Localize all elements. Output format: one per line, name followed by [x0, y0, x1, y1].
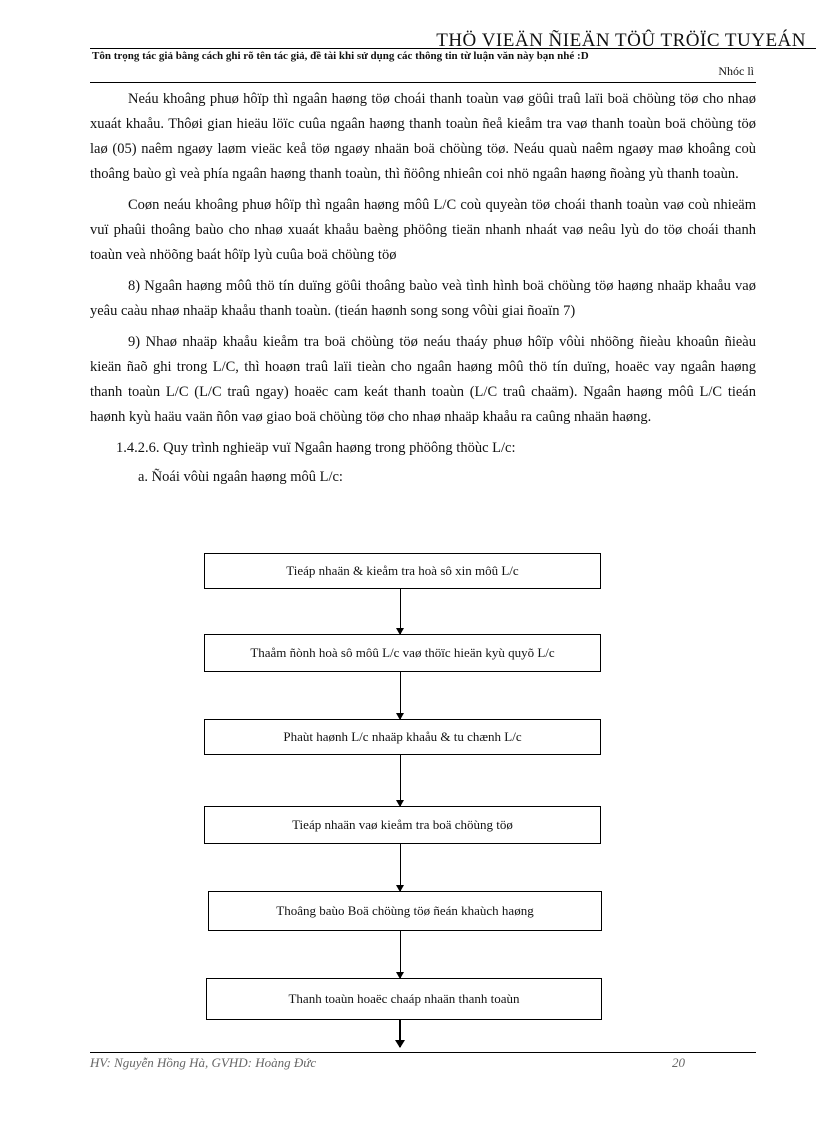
section-heading: 1.4.2.6. Quy trình nghieäp vuï Ngaân haøng trong phöông thöùc L/c:: [116, 440, 516, 456]
flow-step-4: Tieáp nhaän vaø kieåm tra boä chöùng töø: [204, 806, 601, 844]
footer-author: HV: Nguyễn Hồng Hà, GVHD: Hoàng Đức: [90, 1055, 317, 1070]
page-number: 20: [672, 1055, 685, 1070]
flow-arrow: [399, 1019, 401, 1047]
paragraph: 8) Ngaân haøng môû thö tín duïng göûi thoâng baùo veà tình hình boä chöùng töø haøng nhaäp khaåu vaø yeâu caàu nhaø nhaäp khaåu thanh toaùn. (tieán haønh song song vôùi giai ñoaïn 7): [90, 278, 756, 319]
flow-arrow: [400, 754, 401, 806]
paragraph: 9) Nhaø nhaäp khaåu kieåm tra boä chöùng töø neáu thaáy phuø hôïp vôùi nhöõng ñieàu khoaûn ñieàu kieän ñaõ ghi trong L/C, thì hoaøn traû laïi tieàn cho ngaân haøng môû thö tín duïng, hoaëc vay ngaân haøng thanh toaùn L/C (L/C traû ngay) hoaëc cam keát thanh toaùn (L/C traû chaäm). Ngaân haøng môû L/C tieán haønh kyù haäu vaän ñôn vaø giao boä chöùng töø cho nhaø nhaäp khaåu ra caûng nhaän haøng.: [90, 334, 756, 425]
flow-step-6: Thanh toaùn hoaëc chaáp nhaän thanh toaùn: [206, 978, 602, 1020]
library-title: THÖ VIEÄN ÑIEÄN TÖÛ TRÖÏC TUYEÁN: [436, 30, 806, 51]
header-divider-2: [90, 82, 756, 83]
copyright-note: Tôn trọng tác giả bằng cách ghi rõ tên tác giả, đề tài khi sử dụng các thông tin từ luận văn này bạn nhé :D: [92, 50, 589, 62]
flow-arrow: [400, 930, 401, 978]
subsection-heading: a. Ñoái vôùi ngaân haøng môû L/c:: [138, 469, 343, 485]
uploader-name: Nhóc lì: [718, 64, 754, 78]
flow-step-2: Thaåm ñònh hoà sô môû L/c vaø thöïc hieän kyù quyõ L/c: [204, 634, 601, 672]
paragraph: Coøn neáu khoâng phuø hôïp thì ngaân haøng môû L/C coù quyeàn töø choái thanh toaùn vaø coù nhieäm vuï phaûi thoâng baùo cho nhaø xuaát khaåu baèng phöông tieän nhanh nhaát vaø neâu lyù do töø choái thanh toaùn veà nhöõng baát hôïp lyù cuûa boä chöùng töø: [90, 197, 756, 263]
flow-arrow: [400, 588, 401, 634]
header-divider: [90, 48, 816, 49]
footer-divider: [90, 1052, 756, 1053]
flow-arrow: [400, 671, 401, 719]
flow-step-5: Thoâng baùo Boä chöùng töø ñeán khaùch haøng: [208, 891, 602, 931]
flow-step-3: Phaùt haønh L/c nhaäp khaåu & tu chænh L/c: [204, 719, 601, 755]
paragraph: Neáu khoâng phuø hôïp thì ngaân haøng töø choái thanh toaùn vaø göûi traû laïi boä chöùng töø cho nhaø xuaát khaåu. Thôøi gian hieäu löïc cuûa ngaân haøng thanh toaùn ñeå kieåm tra vaø thanh toaùn boä chöùng töø laø (05) naêm ngaøy laøm vieäc keå töø ngaøy nhaän boä chöùng töø. Neáu quaù naêm ngaøy maø khoâng coù thoâng baùo gì veà phía ngaân haøng thanh toaùn, thì ñöông nhieân coi nhö ngaân haøng ñoàng yù thanh toaùn.: [90, 91, 756, 182]
flow-arrow: [400, 843, 401, 891]
flow-step-1: Tieáp nhaän & kieåm tra hoà sô xin môû L/c: [204, 553, 601, 589]
document-body: [90, 87, 756, 490]
